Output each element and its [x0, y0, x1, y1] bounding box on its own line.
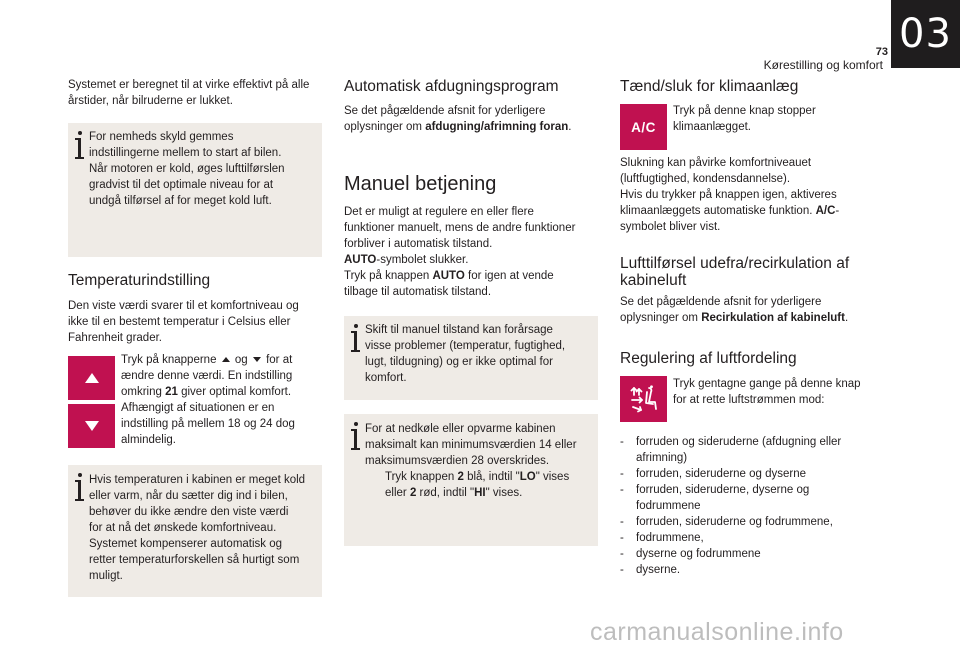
temperature-instructions — [121, 352, 321, 368]
note-line: lugt, tildugning) og er ikke optimal for — [365, 356, 553, 368]
note-line: Hvis temperaturen i kabinen er meget kold — [89, 474, 306, 486]
ac-heading: Tænd/sluk for klimaanlæg — [620, 78, 799, 95]
note-memory — [68, 123, 322, 257]
temperature-line: ændre denne værdi. En indstilling — [121, 370, 293, 382]
note-line: Skift til manuel tilstand kan forårsage — [365, 324, 553, 336]
ac-button-label: A/C — [631, 119, 656, 135]
info-icon — [74, 473, 86, 503]
auto-defog-heading: Automatisk afdugningsprogram — [344, 78, 559, 95]
text: forruden, sideruderne, dyserne og — [636, 484, 810, 496]
auto-defog-text — [344, 119, 572, 135]
text-bold: A/C — [815, 205, 836, 217]
note-step — [385, 469, 569, 485]
recirculation-heading: Lufttilførsel udefra/recirkulation af — [620, 255, 850, 272]
arrow-up-icon — [85, 373, 99, 383]
text: giver optimal komfort. — [181, 386, 292, 398]
cross-reference: Recirkulation af kabineluft — [701, 312, 845, 324]
chapter-number: 03 — [899, 11, 952, 57]
ac-line: symbolet bliver vist. — [620, 221, 721, 233]
info-icon — [350, 324, 362, 354]
watermark: carmanualsonline.info — [590, 618, 844, 646]
intro-text: Systemet er beregnet til at virke effektivt på alle årstider, når bilruderne er lukket. — [68, 79, 310, 107]
manual-line — [344, 252, 468, 268]
list-item — [620, 546, 880, 562]
note-compensation — [68, 465, 322, 597]
note-line: behøver du ikke ændre den viste værdi — [89, 506, 289, 518]
cross-reference: afdugning/afrimning foran — [425, 121, 569, 133]
chapter-title: Kørestilling og komfort — [763, 58, 883, 72]
text: Tryk på knappen — [344, 270, 430, 282]
text-bold: AUTO — [344, 254, 377, 266]
temperature-line: Afhængigt af situationen er en — [121, 402, 275, 414]
text: og — [234, 354, 248, 366]
note-line: retter temperaturforskellen så hurtigt som — [89, 554, 300, 566]
temperature-line: almindelig. — [121, 434, 176, 446]
note-extremes — [344, 414, 598, 546]
manual-heading: Manuel betjening — [344, 173, 497, 195]
text: klimaanlæggets automatiske funktion. — [620, 205, 813, 217]
manual-line — [344, 268, 554, 284]
text-bold: 2 — [457, 471, 464, 483]
air-distribution-text: for at rette luftstrømmen mod: — [673, 394, 825, 406]
air-distribution-text: Tryk gentagne gange på denne knap — [673, 378, 861, 390]
temperature-heading: Temperaturindstilling — [68, 272, 211, 289]
note-line: For at nedkøle eller opvarme kabinen — [365, 423, 556, 435]
text: -symbolet slukker. — [376, 254, 469, 266]
text: forruden, sideruderne og fodrummene, — [636, 516, 833, 528]
temperature-intro: ikke til en bestemt temperatur i Celsius eller — [68, 316, 291, 328]
airflow-icon — [629, 385, 659, 413]
text: " vises. — [485, 487, 523, 499]
text: omkring — [121, 386, 162, 398]
text: . — [568, 121, 572, 133]
text: fodrummene — [636, 500, 701, 512]
note-line: komfort. — [365, 372, 407, 384]
manual-line: funktioner manuelt, mens de andre funktioner — [344, 222, 576, 234]
ac-line: Hvis du trykker på knappen igen, aktiveres — [620, 189, 837, 201]
list-item — [620, 514, 880, 530]
text-bold: LO — [519, 471, 536, 483]
note-line: Systemet kompenserer automatisk og — [89, 538, 283, 550]
list-item — [620, 562, 880, 578]
note-line: undgå tilførsel af for meget kold luft. — [89, 195, 272, 207]
temperature-line: indstilling på mellem 18 og 24 dog — [121, 418, 295, 430]
text: blå, indtil " — [467, 471, 520, 483]
text: dyserne og fodrummene — [636, 548, 761, 560]
recirculation-heading: kabineluft — [620, 272, 687, 289]
ac-line: (luftfugtighed, kondensdannelse). — [620, 173, 791, 185]
note-line: For nemheds skyld gemmes — [89, 131, 234, 143]
note-line: gradvist til det optimale niveau for at — [89, 179, 274, 191]
text: eller — [385, 487, 407, 499]
manual-line: forbliver i automatisk tilstand. — [344, 238, 493, 250]
ac-line: Slukning kan påvirke komfortniveauet — [620, 157, 812, 169]
arrow-down-icon — [85, 421, 99, 431]
recirculation-text: Se det pågældende afsnit for yderligere — [620, 296, 822, 308]
text: . — [844, 312, 849, 324]
note-line: Når motoren er kold, øges lufttilførslen — [89, 163, 285, 175]
text: forruden, sideruderne og dyserne — [636, 468, 807, 480]
recirculation-text — [620, 310, 848, 326]
chapter-tab — [891, 0, 960, 68]
air-distribution-heading: Regulering af luftfordeling — [620, 350, 797, 367]
text-bold: AUTO — [432, 270, 465, 282]
text: dyserne. — [636, 564, 681, 576]
manual-line: tilbage til automatisk tilstand. — [344, 286, 492, 298]
note-line: for at nå det ønskede komfortniveau. — [89, 522, 277, 534]
text: for at — [266, 354, 293, 366]
text: for igen at vende — [468, 270, 554, 282]
info-icon — [74, 131, 86, 161]
list-item — [620, 530, 880, 546]
temperature-line — [121, 384, 291, 400]
note-step — [385, 485, 522, 501]
manual-line: Det er muligt at regulere en eller flere — [344, 206, 534, 218]
arrow-down-icon — [253, 357, 261, 362]
text: oplysninger om — [344, 121, 422, 133]
text: oplysninger om — [620, 312, 698, 324]
temperature-intro: Den viste værdi svarer til et komfortniveau og — [68, 300, 299, 312]
info-icon — [350, 422, 362, 452]
note-line: visse problemer (temperatur, fugtighed, — [365, 340, 566, 352]
list-item — [620, 434, 880, 466]
text: - — [835, 205, 840, 217]
air-distribution-button[interactable] — [620, 376, 667, 422]
text: afrimning) — [636, 452, 688, 464]
page-number: 73 — [875, 46, 888, 58]
note-line: maksimumsværdien 28 overskrides. — [365, 455, 550, 467]
text-bold: 2 — [409, 487, 417, 499]
text: " vises — [535, 471, 570, 483]
temperature-value: 21 — [165, 386, 178, 398]
air-distribution-list — [620, 434, 880, 578]
note-line: indstillingerne mellem to start af bilen. — [89, 147, 282, 159]
ac-text: klimaanlægget. — [673, 121, 751, 133]
note-line: muligt. — [89, 570, 123, 582]
text: forruden og sideruderne (afdugning eller — [636, 436, 842, 448]
text: Tryk på knapperne — [121, 354, 217, 366]
note-line: maksimalt kan minimumsværdien 14 eller — [365, 439, 577, 451]
ac-button[interactable] — [620, 104, 667, 150]
list-item — [620, 466, 880, 482]
text-bold: HI — [474, 487, 486, 499]
ac-line — [620, 203, 839, 219]
text: Tryk knappen — [385, 471, 455, 483]
note-manual-mode — [344, 316, 598, 400]
temperature-intro: Fahrenheit grader. — [68, 332, 162, 344]
auto-defog-text: Se det pågældende afsnit for yderligere — [344, 105, 546, 117]
arrow-up-icon — [222, 357, 230, 362]
ac-text: Tryk på denne knap stopper — [673, 105, 816, 117]
temp-down-button[interactable] — [68, 404, 115, 448]
text: fodrummene, — [636, 532, 704, 544]
list-item — [620, 482, 880, 514]
temp-up-button[interactable] — [68, 356, 115, 400]
text: rød, indtil " — [419, 487, 475, 499]
note-line: eller varm, når du sætter dig ind i bilen, — [89, 490, 288, 502]
